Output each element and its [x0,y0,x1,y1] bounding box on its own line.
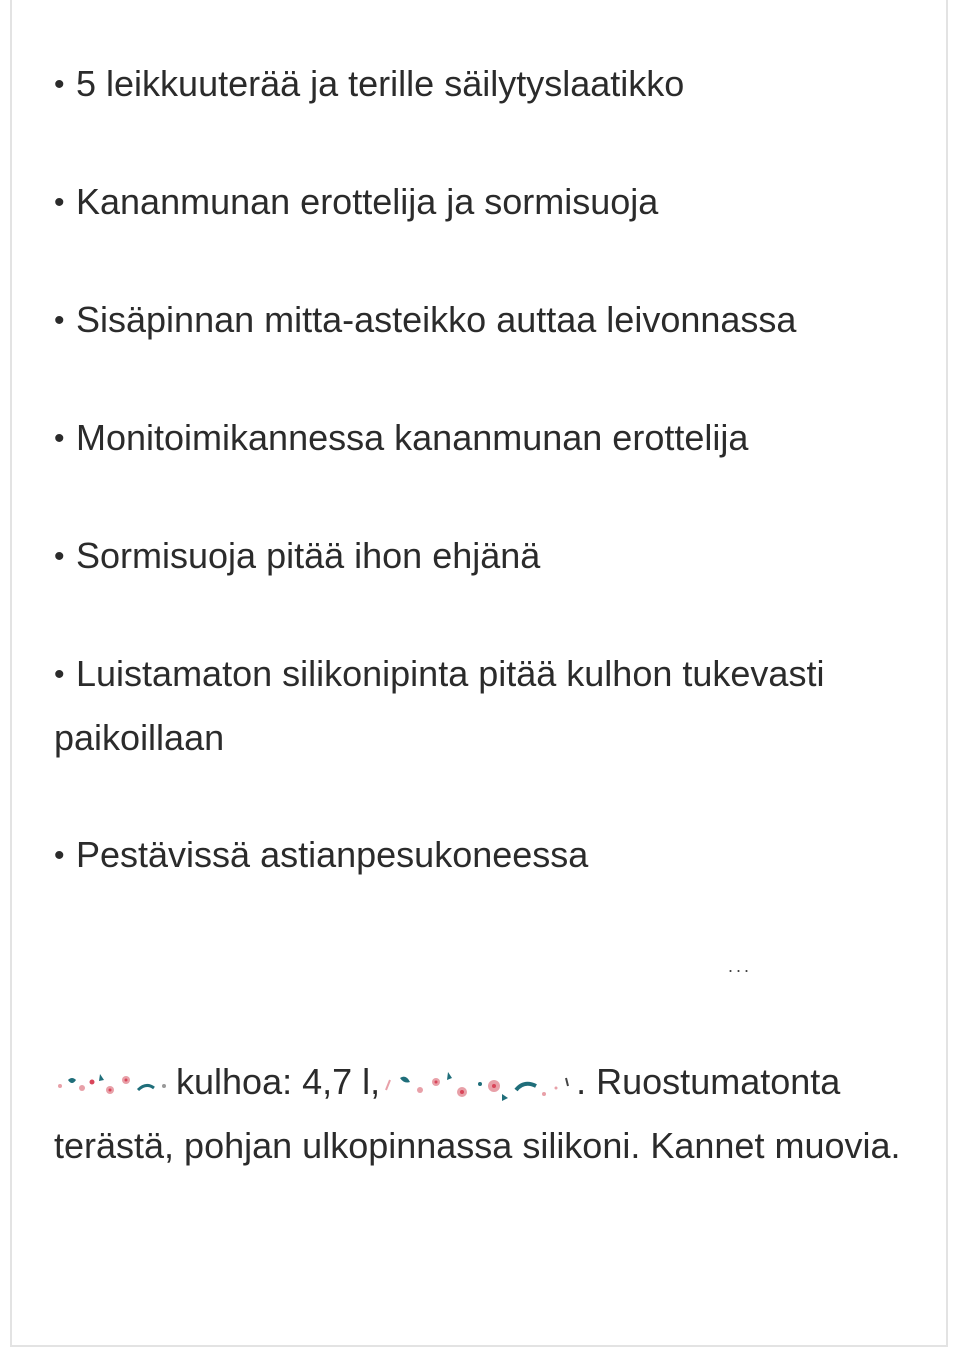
feature-text: 5 leikkuuterää ja terille säilytyslaatikko [76,63,685,104]
feature-item [54,170,914,234]
description-part-2: . Ruostumatonta terästä, pohjan ulkopinnassa silikoni. Kannet muovia. [54,1061,901,1166]
bullet-icon: • [54,422,65,455]
feature-item [54,288,914,352]
flower-sticker-icon [380,1064,576,1098]
bullet-icon: • [54,839,65,872]
feature-item [54,642,914,769]
description-part-1: kulhoa: 4,7 l, [176,1061,381,1102]
feature-text: Sisäpinnan mitta-asteikko auttaa leivonnassa [76,299,797,340]
bullet-icon: • [54,186,65,219]
feature-item [54,52,914,116]
bullet-icon: • [54,68,65,101]
feature-text: Monitoimikannessa kananmunan erottelija [76,417,749,458]
bullet-icon: • [54,540,65,573]
feature-item [54,823,914,887]
feature-list [54,52,914,887]
product-description [54,1050,914,1178]
feature-text: Luistamaton silikonipinta pitää kulhon tukevasti paikoillaan [54,653,825,758]
trailing-ellipsis: ... [728,956,753,976]
feature-item [54,406,914,470]
feature-item [54,524,914,588]
feature-text: Pestävissä astianpesukoneessa [76,834,589,875]
feature-text: Sormisuoja pitää ihon ehjänä [76,535,541,576]
bullet-icon: • [54,658,65,691]
flower-sticker-icon [54,1064,176,1098]
feature-text: Kananmunan erottelija ja sormisuoja [76,181,659,222]
bullet-icon: • [54,304,65,337]
